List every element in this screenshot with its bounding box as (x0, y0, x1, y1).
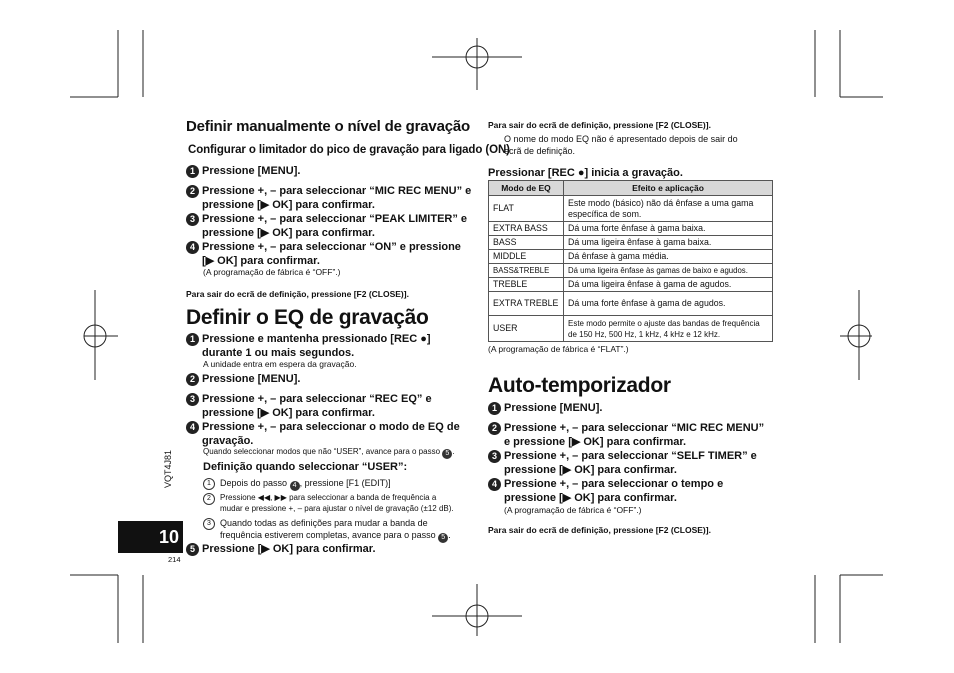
s2-step-3: 3 Pressione +, – para seleccionar “REC EQ” e pressione [▶ OK] para confirmar. (186, 392, 432, 420)
step-number-icon: 4 (186, 421, 199, 434)
step-number-icon: 2 (488, 422, 501, 435)
section-title-rec-eq: Definir o EQ de gravação (186, 306, 429, 329)
table-header: Modo de EQ (489, 181, 564, 196)
s3-step-1: 1 Pressione [MENU]. (488, 401, 602, 415)
step-number-icon: 4 (186, 241, 199, 254)
page-small-number: 214 (168, 555, 181, 564)
s2-step-5: 5 Pressione [▶ OK] para confirmar. (186, 542, 376, 556)
eq-name-note: O nome do modo EQ não é apresentado depois de sair do ecrã de definição. (504, 134, 738, 156)
s3-step-4: 4 Pressione +, – para seleccionar o tempo e pressione [▶ OK] para confirmar. (488, 477, 723, 505)
user-item-3: 3 Quando todas as definições para mudar a banda de frequência estiverem completas, avance para o passo 5 . (203, 517, 451, 543)
page-number: 10 (118, 521, 183, 553)
document-code: VQT4J81 (163, 449, 173, 488)
s1-step-3: 3 Pressione +, – para seleccionar “PEAK LIMITER” e pressione [▶ OK] para confirmar. (186, 212, 467, 240)
s1-exit-note: Para sair do ecrã de definição, pressione [F2 (CLOSE)]. (186, 289, 409, 299)
section-title-self-timer: Auto-temporizador (488, 374, 671, 397)
step-ref-icon: 4 (290, 481, 300, 491)
table-row: EXTRA BASS Dá uma forte ênfase à gama baixa. (489, 222, 773, 236)
step-number-icon: 4 (488, 478, 501, 491)
table-row: TREBLE Dá uma ligeira ênfase à gama de agudos. (489, 278, 773, 292)
s2-step4-note: Quando seleccionar modos que não “USER”, avance para o passo 5 . (203, 447, 455, 457)
table-header: Efeito e aplicação (564, 181, 773, 196)
step-number-icon: 1 (186, 333, 199, 346)
user-item-1: 1 Depois do passo 4 , pressione [F1 (EDIT)] (203, 477, 391, 491)
step-number-icon: 1 (186, 165, 199, 178)
table-row: BASS Dá uma ligeira ênfase à gama baixa. (489, 236, 773, 250)
s2-step1-note: A unidade entra em espera da gravação. (203, 359, 357, 369)
eq-mode-table (488, 180, 773, 342)
table-row: BASS&TREBLE Dá uma ligeira ênfase às gamas de baixo e agudos. (489, 264, 773, 278)
table-row: FLAT Este modo (básico) não dá ênfase a uma gama específica de som. (489, 196, 773, 222)
step-number-icon: 5 (186, 543, 199, 556)
s3-step-3: 3 Pressione +, – para seleccionar “SELF TIMER” e pressione [▶ OK] para confirmar. (488, 449, 757, 477)
section-subtitle-peak-limiter: Configurar o limitador do pico de gravação para ligado (ON) (188, 144, 510, 156)
step-number-icon: 2 (186, 373, 199, 386)
step-number-icon: 3 (186, 213, 199, 226)
s1-step-4: 4 Pressione +, – para seleccionar “ON” e pressione [▶ OK] para confirmar. (186, 240, 461, 268)
s1-step-2: 2 Pressione +, – para seleccionar “MIC REC MENU” e pressione [▶ OK] para confirmar. (186, 184, 471, 212)
s3-factory-note: (A programação de fábrica é “OFF”.) (504, 505, 642, 515)
step-ref-icon: 5 (442, 449, 452, 459)
s2-step-1: 1 Pressione e mantenha pressionado [REC ●] durante 1 ou mais segundos. (186, 332, 431, 360)
table-factory-note: (A programação de fábrica é “FLAT”.) (488, 344, 629, 354)
section-title-manual-level: Definir manualmente o nível de gravação (186, 118, 470, 135)
press-rec-note: Pressionar [REC ●] inicia a gravação. (488, 167, 683, 179)
step-number-icon: 2 (186, 185, 199, 198)
table-row: USER Este modo permite o ajuste das bandas de frequência de 150 Hz, 500 Hz, 1 kHz, 4 kHz e 12 kHz. (489, 316, 773, 342)
step-number-icon: 3 (488, 450, 501, 463)
s1-factory-note: (A programação de fábrica é “OFF”.) (203, 267, 341, 277)
table-row: EXTRA TREBLE Dá uma forte ênfase à gama de agudos. (489, 292, 773, 316)
table-row: MIDDLE Dá ênfase à gama média. (489, 250, 773, 264)
s2-step-4: 4 Pressione +, – para seleccionar o modo de EQ de gravação. (186, 420, 460, 448)
user-definition-title: Definição quando seleccionar “USER”: (203, 461, 408, 473)
user-item-2: 2 Pressione ◀◀, ▶▶ para seleccionar a banda de frequência a mudar e pressione +, – para ajustar o nível de gravação (±12 dB). (203, 492, 454, 514)
step-number-icon: 1 (488, 402, 501, 415)
s3-exit-note: Para sair do ecrã de definição, pressione [F2 (CLOSE)]. (488, 525, 711, 535)
step-number-icon: 3 (186, 393, 199, 406)
s3-step-2: 2 Pressione +, – para seleccionar “MIC REC MENU” e pressione [▶ OK] para confirmar. (488, 421, 764, 449)
exit-note-top: Para sair do ecrã de definição, pressione [F2 (CLOSE)]. (488, 120, 711, 130)
s2-step-2: 2 Pressione [MENU]. (186, 372, 300, 386)
s1-step-1: 1 Pressione [MENU]. (186, 164, 300, 178)
step-ref-icon: 5 (438, 533, 448, 543)
